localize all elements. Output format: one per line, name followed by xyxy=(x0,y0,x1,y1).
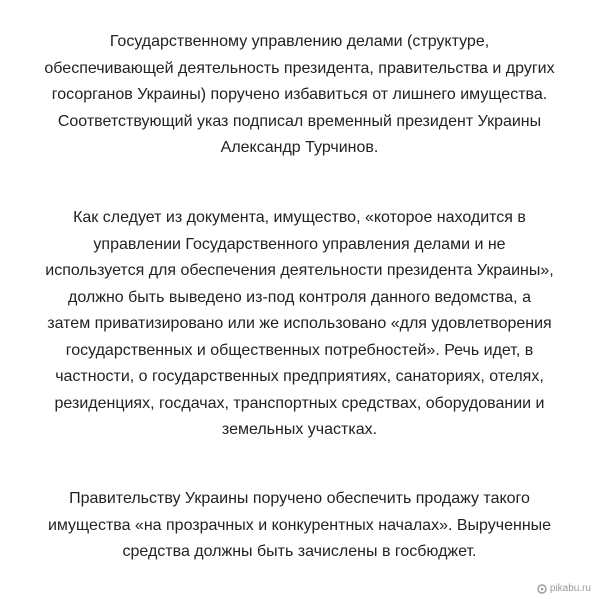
text-line: частности, о государственных предприятиях, санаториях, отелях, xyxy=(55,368,544,385)
paragraph-3 xyxy=(20,486,579,566)
watermark-text: pikabu.ru xyxy=(549,583,591,594)
text-line: Правительству Украины поручено обеспечить продажу такого xyxy=(69,490,530,507)
text-line: средства должны быть зачислены в госбюджет. xyxy=(122,543,477,560)
text-line: должно быть выведено из-под контроля данного ведомства, а xyxy=(68,288,531,306)
text-line: Александр Турчинов. xyxy=(220,139,379,156)
text-line: госорганов Украины) поручено избавиться от лишнего имущества. xyxy=(51,86,548,103)
paragraph-2 xyxy=(20,205,579,444)
paragraph-1 xyxy=(20,29,579,162)
text-line: Как следует из документа, имущество, «которое находится в xyxy=(73,209,526,226)
text-line: Соответствующий указ подписал временный президент Украины xyxy=(57,112,542,130)
text-line: государственных и общественных потребностей». Речь идет, в xyxy=(65,341,534,359)
text-line: используется для обеспечения деятельности президента Украины», xyxy=(45,262,554,279)
text-line: резиденциях, госдачах, транспортных средствах, оборудовании и xyxy=(54,394,545,412)
text-line: имущества «на прозрачных и конкурентных началах». Вырученные xyxy=(47,516,552,534)
text-line: управлении Государственного управления делами и не xyxy=(93,235,506,253)
text-line: земельных участках. xyxy=(221,421,378,438)
text-line: Государственному управлению делами (структуре, xyxy=(109,33,490,50)
pikabu-logo-icon xyxy=(537,584,547,594)
text-line: затем приватизировано или же использовано «для удовлетворения xyxy=(47,315,552,332)
pikabu-watermark xyxy=(537,583,591,594)
text-line: обеспечивающей деятельность президента, правительства и других xyxy=(44,59,555,77)
